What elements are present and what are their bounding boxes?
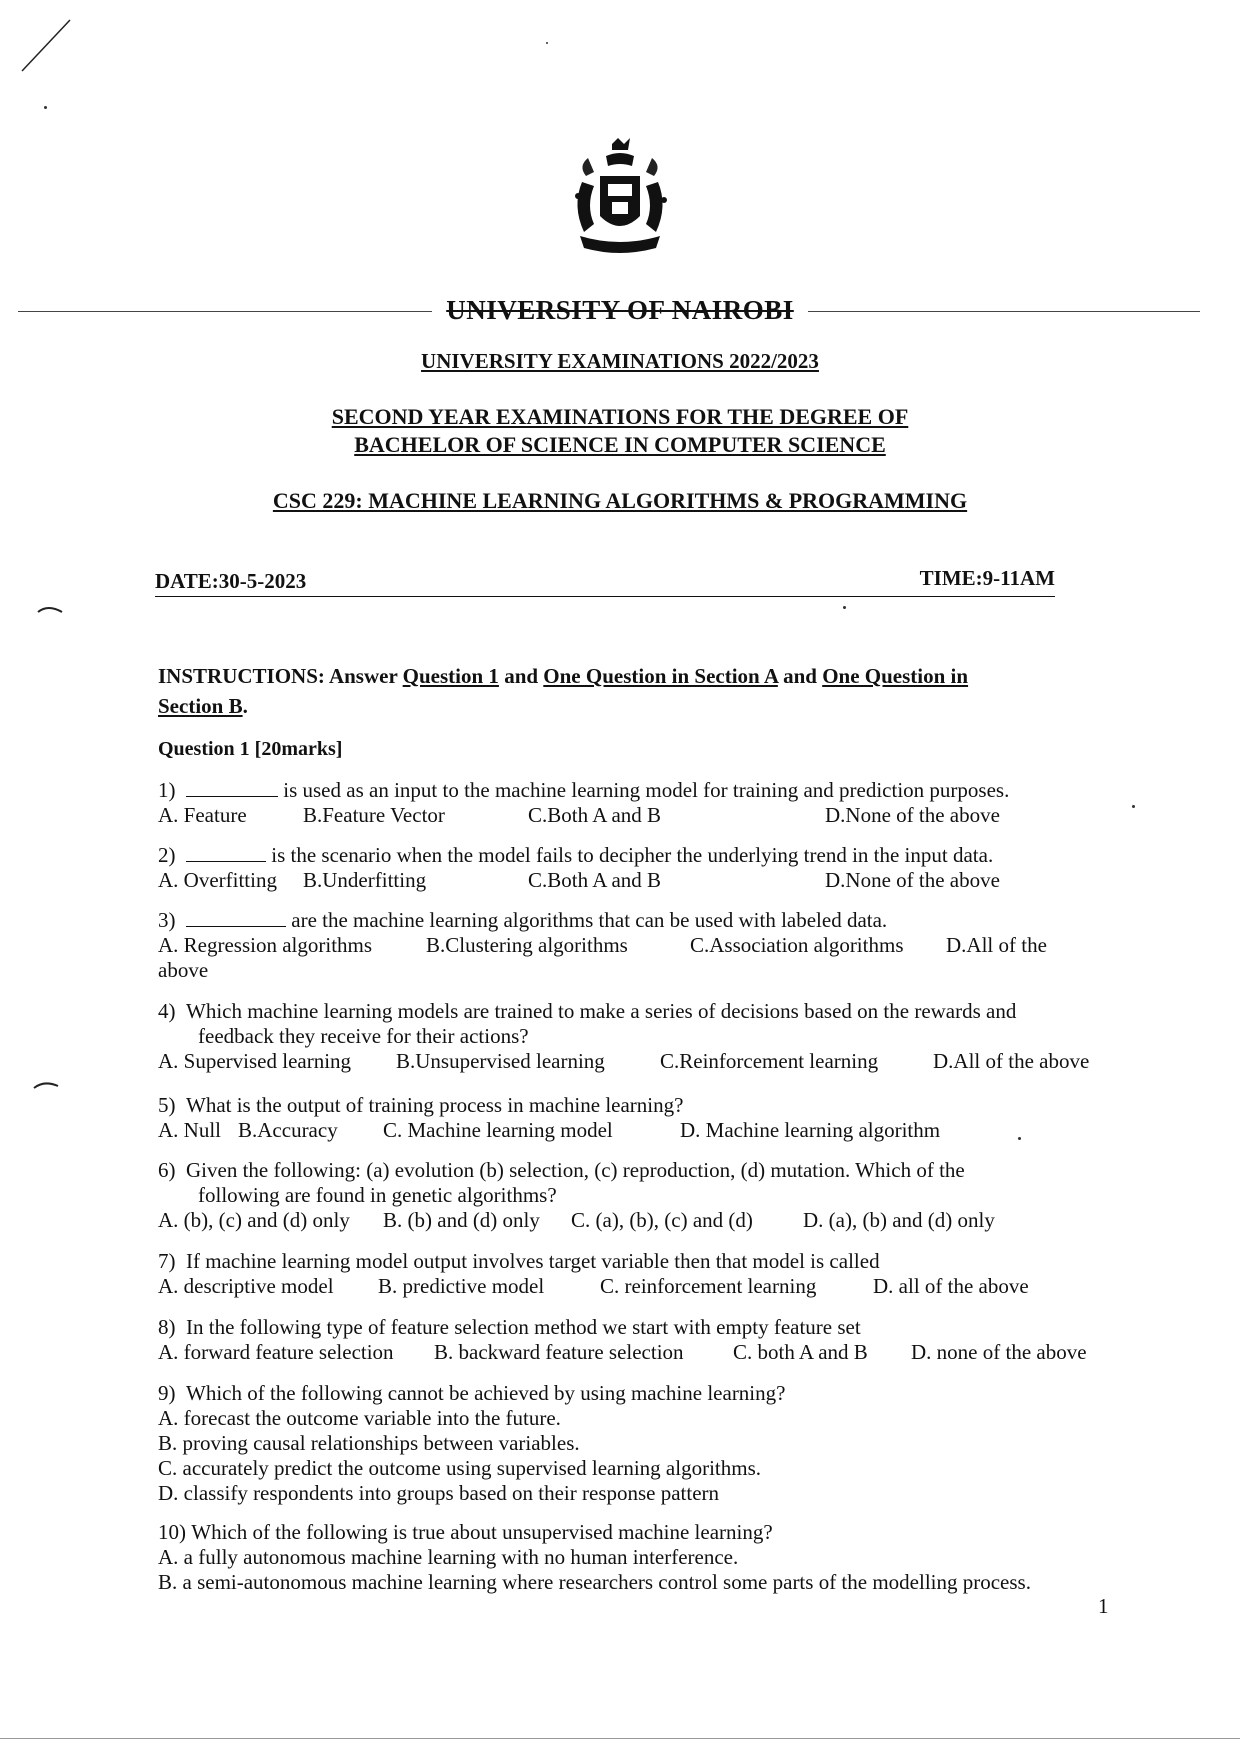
question-item <box>158 843 1118 893</box>
question-text: Which of the following cannot be achieved by using machine learning? <box>186 1381 786 1405</box>
page-number: 1 <box>1098 1594 1109 1618</box>
exam-time: TIME:9-11AM <box>919 566 1055 590</box>
option-continued: above <box>158 958 209 982</box>
option: C.Both A and B <box>528 868 662 892</box>
instructions-section-b-part1: One Question in <box>822 664 969 688</box>
option: A. descriptive model <box>158 1274 334 1298</box>
question-number: 2) <box>158 843 176 867</box>
question-text: Which machine learning models are trained to make a series of decisions based on the rewards and <box>186 999 1017 1023</box>
option: B.Accuracy <box>238 1118 338 1142</box>
option: D. classify respondents into groups based on their response pattern <box>158 1481 720 1505</box>
exam-date: DATE:30-5-2023 <box>155 569 307 593</box>
question-text: Which of the following is true about unsupervised machine learning? <box>191 1520 773 1544</box>
option: C. Machine learning model <box>383 1118 613 1142</box>
university-title: UNIVERSITY OF NAIROBI <box>432 295 808 325</box>
option: B. (b) and (d) only <box>383 1208 540 1232</box>
option: D. (a), (b) and (d) only <box>803 1208 995 1232</box>
option: A. a fully autonomous machine learning with no human interference. <box>158 1545 739 1569</box>
option: B.Clustering algorithms <box>426 933 628 957</box>
question-number: 5) <box>158 1093 176 1117</box>
question-item <box>158 999 1118 1074</box>
course-title: CSC 229: MACHINE LEARNING ALGORITHMS & PROGRAMMING <box>272 488 968 513</box>
option: B. predictive model <box>378 1274 545 1298</box>
instructions-suffix: . <box>242 694 248 718</box>
question-item <box>158 1381 1118 1506</box>
option: D.None of the above <box>825 868 1000 892</box>
university-crest-logo <box>568 136 672 266</box>
question-text: In the following type of feature selection method we start with empty feature set <box>186 1315 861 1339</box>
degree-line-2: BACHELOR OF SCIENCE IN COMPUTER SCIENCE <box>354 432 886 457</box>
instructions <box>158 661 1058 721</box>
option: B.Feature Vector <box>303 803 445 827</box>
option: C.Reinforcement learning <box>660 1049 879 1073</box>
question-text: What is the output of training process in machine learning? <box>186 1093 684 1117</box>
option: B.Underfitting <box>303 868 427 892</box>
question-text: is the scenario when the model fails to decipher the underlying trend in the input data. <box>271 843 994 867</box>
instructions-section-b-part2: Section B <box>158 694 243 718</box>
option: A. Overfitting <box>158 868 277 892</box>
answer-blank <box>186 778 278 797</box>
question-number: 10) <box>158 1520 186 1544</box>
question-number: 3) <box>158 908 176 932</box>
question-text-continued: following are found in genetic algorithms? <box>198 1183 557 1207</box>
question-item <box>158 1158 1118 1233</box>
scan-edge <box>0 1738 1240 1739</box>
degree-line-1: SECOND YEAR EXAMINATIONS FOR THE DEGREE OF <box>331 404 909 429</box>
question-item <box>158 908 1118 983</box>
option: D. all of the above <box>873 1274 1029 1298</box>
option: C. both A and B <box>733 1340 868 1364</box>
option: C. reinforcement learning <box>600 1274 817 1298</box>
option: C.Both A and B <box>528 803 662 827</box>
question-item <box>158 1249 1118 1299</box>
pen-mark <box>18 16 78 76</box>
answer-blank <box>186 843 266 862</box>
question-number: 9) <box>158 1381 176 1405</box>
scan-mark <box>32 1078 62 1092</box>
exam-session: UNIVERSITY EXAMINATIONS 2022/2023 <box>421 349 819 373</box>
question-number: 6) <box>158 1158 176 1182</box>
instructions-and: and <box>504 664 539 688</box>
question-1-title: Question 1 [20marks] <box>158 738 343 760</box>
option: D. none of the above <box>911 1340 1087 1364</box>
option: A. Feature <box>158 803 247 827</box>
option: A. Supervised learning <box>158 1049 352 1073</box>
question-item <box>158 1315 1118 1365</box>
question-text: If machine learning model output involves target variable then that model is called <box>186 1249 880 1273</box>
scan-speck <box>843 606 846 609</box>
option: C. (a), (b), (c) and (d) <box>571 1208 753 1232</box>
university-title-wrap <box>0 295 1240 326</box>
question-text: is used as an input to the machine learning model for training and prediction purposes. <box>283 778 1010 802</box>
option: A. (b), (c) and (d) only <box>158 1208 350 1232</box>
option: A. Null <box>158 1118 221 1142</box>
option: C. accurately predict the outcome using supervised learning algorithms. <box>158 1456 761 1480</box>
option: D.All of the <box>946 933 1047 957</box>
option: C.Association algorithms <box>690 933 904 957</box>
question-item <box>158 778 1118 828</box>
question-text: are the machine learning algorithms that can be used with labeled data. <box>291 908 888 932</box>
option: B. proving causal relationships between variables. <box>158 1431 580 1455</box>
answer-blank <box>186 908 286 927</box>
question-text: Given the following: (a) evolution (b) selection, (c) reproduction, (d) mutation. Which of the <box>186 1158 965 1182</box>
option: A. forecast the outcome variable into the future. <box>158 1406 561 1430</box>
option: D.All of the above <box>933 1049 1090 1073</box>
option: D. Machine learning algorithm <box>680 1118 941 1142</box>
scan-mark <box>36 602 66 616</box>
question-number: 1) <box>158 778 176 802</box>
option: B. backward feature selection <box>434 1340 684 1364</box>
option: A. Regression algorithms <box>158 933 373 957</box>
option: B. a semi-autonomous machine learning where researchers control some parts of the modelling process. <box>158 1570 1031 1594</box>
scan-speck <box>44 106 47 109</box>
instructions-q1: Question 1 <box>402 664 499 688</box>
question-number: 7) <box>158 1249 176 1273</box>
question-item <box>158 1520 1118 1595</box>
question-number: 8) <box>158 1315 176 1339</box>
option: B.Unsupervised learning <box>396 1049 605 1073</box>
question-text-continued: feedback they receive for their actions? <box>198 1024 529 1048</box>
option: A. forward feature selection <box>158 1340 394 1364</box>
question-item <box>158 1093 1118 1143</box>
instructions-prefix: INSTRUCTIONS: Answer <box>158 664 398 688</box>
scan-speck <box>1132 805 1135 808</box>
question-number: 4) <box>158 999 176 1023</box>
scan-speck <box>546 42 548 44</box>
instructions-section-a: One Question in Section A <box>543 664 778 688</box>
instructions-and: and <box>783 664 817 688</box>
option: D.None of the above <box>825 803 1000 827</box>
